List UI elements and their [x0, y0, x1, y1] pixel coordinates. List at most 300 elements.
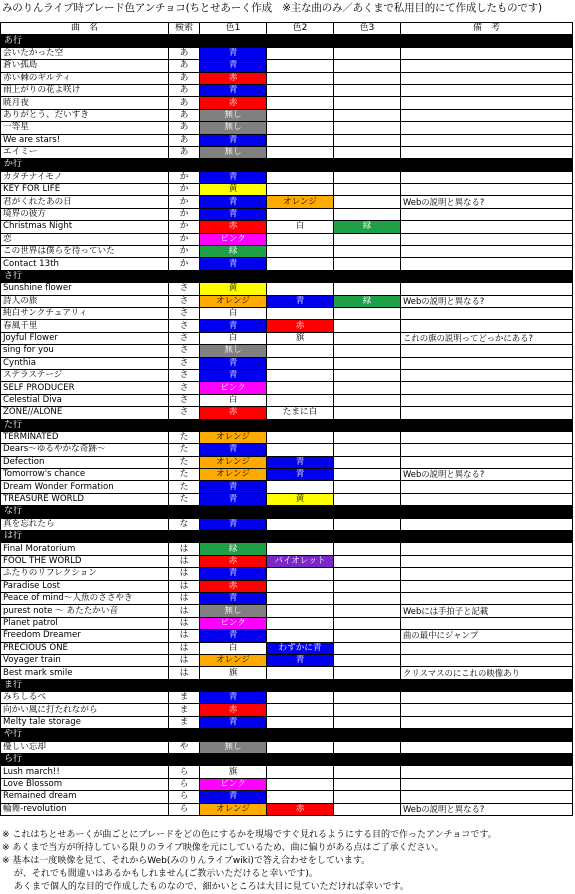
- table-row: [1, 47, 573, 59]
- note-cell: [401, 456, 573, 468]
- color2-cell: 青: [267, 456, 334, 468]
- section-label: さ行: [1, 270, 573, 282]
- color1-cell: 無し: [200, 146, 267, 158]
- color1-cell: 青: [200, 716, 267, 728]
- color1-cell: 青: [200, 258, 267, 270]
- table-row: [1, 233, 573, 245]
- color1-cell: 青: [200, 171, 267, 183]
- song-name: 向かい風に打たれながら: [1, 704, 169, 716]
- search-kana: さ: [169, 394, 200, 406]
- note-cell: [401, 654, 573, 666]
- note-cell: [401, 72, 573, 84]
- color2-cell: [267, 382, 334, 394]
- color2-cell: [267, 246, 334, 258]
- song-name: 蒼い孤島: [1, 60, 169, 72]
- color3-cell: [334, 208, 401, 220]
- color3-cell: [334, 171, 401, 183]
- section-label: か行: [1, 159, 573, 171]
- color1-cell: 青: [200, 134, 267, 146]
- color1-cell: 青: [200, 84, 267, 96]
- table-row: [1, 605, 573, 617]
- search-kana: さ: [169, 295, 200, 307]
- table-row: [1, 704, 573, 716]
- note-cell: [401, 518, 573, 530]
- table-row: [1, 221, 573, 233]
- search-kana: あ: [169, 60, 200, 72]
- note-cell: [401, 791, 573, 803]
- color2-cell: 赤: [267, 803, 334, 815]
- note-cell: [401, 109, 573, 121]
- color3-cell: [334, 431, 401, 443]
- color3-cell: [334, 654, 401, 666]
- search-kana: は: [169, 580, 200, 592]
- color2-cell: [267, 630, 334, 642]
- color3-cell: [334, 518, 401, 530]
- song-name: Best mark smile: [1, 667, 169, 679]
- color1-cell: 青: [200, 592, 267, 604]
- note-cell: Webの説明と異なる?: [401, 469, 573, 481]
- color3-cell: [334, 481, 401, 493]
- color2-cell: [267, 692, 334, 704]
- search-kana: な: [169, 518, 200, 530]
- table-row: [1, 295, 573, 307]
- note-cell: [401, 47, 573, 59]
- color1-cell: 無し: [200, 109, 267, 121]
- header-row: [1, 23, 573, 35]
- color3-cell: [334, 493, 401, 505]
- song-name: 赤い棘のギルティ: [1, 72, 169, 84]
- search-kana: は: [169, 642, 200, 654]
- song-name: 雨上がりの花よ咲け: [1, 84, 169, 96]
- color1-cell: 青: [200, 196, 267, 208]
- note-cell: [401, 481, 573, 493]
- search-kana: さ: [169, 320, 200, 332]
- section-row: [1, 159, 573, 171]
- song-name: 君がくれたあの日: [1, 196, 169, 208]
- color3-cell: [334, 568, 401, 580]
- table-body: [1, 35, 573, 816]
- search-kana: た: [169, 444, 200, 456]
- note-cell: Webには手拍子と記載: [401, 605, 573, 617]
- color3-cell: [334, 258, 401, 270]
- table-row: [1, 171, 573, 183]
- color2-cell: たまに白: [267, 407, 334, 419]
- color2-cell: [267, 47, 334, 59]
- search-kana: ら: [169, 791, 200, 803]
- note-cell: [401, 307, 573, 319]
- note-cell: [401, 369, 573, 381]
- color2-cell: [267, 84, 334, 96]
- note-cell: [401, 233, 573, 245]
- table-row: [1, 407, 573, 419]
- color1-cell: 白: [200, 642, 267, 654]
- color2-cell: [267, 258, 334, 270]
- color3-cell: [334, 146, 401, 158]
- color2-cell: 青: [267, 654, 334, 666]
- color1-cell: オレンジ: [200, 654, 267, 666]
- color2-cell: [267, 146, 334, 158]
- song-name: Melty tale storage: [1, 716, 169, 728]
- section-label: あ行: [1, 35, 573, 47]
- color2-cell: [267, 568, 334, 580]
- table-row: [1, 642, 573, 654]
- table-row: [1, 803, 573, 815]
- color3-cell: [334, 617, 401, 629]
- section-label: は行: [1, 531, 573, 543]
- search-kana: あ: [169, 84, 200, 96]
- song-name: purest note ～ あたたかい音: [1, 605, 169, 617]
- song-name: ZONE//ALONE: [1, 407, 169, 419]
- song-name: Paradise Lost: [1, 580, 169, 592]
- note-cell: [401, 184, 573, 196]
- color3-cell: [334, 642, 401, 654]
- song-name: Tomorrow's chance: [1, 469, 169, 481]
- color1-cell: 緑: [200, 543, 267, 555]
- color1-cell: 青: [200, 791, 267, 803]
- note-cell: Webの説明と異なる?: [401, 196, 573, 208]
- section-row: [1, 270, 573, 282]
- song-name: Remained dream: [1, 791, 169, 803]
- song-name: 真を忘れたら: [1, 518, 169, 530]
- note-cell: [401, 122, 573, 134]
- note-cell: [401, 134, 573, 146]
- color2-cell: [267, 791, 334, 803]
- color2-cell: [267, 184, 334, 196]
- section-label: た行: [1, 419, 573, 431]
- table-row: [1, 580, 573, 592]
- color3-cell: [334, 394, 401, 406]
- color3-cell: [334, 97, 401, 109]
- color1-cell: 青: [200, 357, 267, 369]
- footer-line: ※ これはちとせあーくが曲ごとにブレードをどの色にするかを現場ですぐ見れるようにする目的で作ったアンチョコです。: [2, 830, 497, 840]
- color3-cell: [334, 72, 401, 84]
- note-cell: [401, 258, 573, 270]
- color1-cell: オレンジ: [200, 469, 267, 481]
- section-row: [1, 729, 573, 741]
- song-name: FOOL THE WORLD: [1, 555, 169, 567]
- song-name: ステラステージ: [1, 369, 169, 381]
- table-row: [1, 332, 573, 344]
- search-kana: や: [169, 741, 200, 753]
- color2-cell: [267, 345, 334, 357]
- color1-cell: オレンジ: [200, 456, 267, 468]
- song-name: ふたりのリフレクション: [1, 568, 169, 580]
- color2-cell: [267, 617, 334, 629]
- search-kana: あ: [169, 109, 200, 121]
- color1-cell: 黄: [200, 283, 267, 295]
- footer-line: ※ あくまで当方が所持している限りのライブ映像を元にしているため、曲に偏りがある点はご了承ください。: [2, 843, 444, 853]
- color2-cell: [267, 481, 334, 493]
- color3-cell: [334, 283, 401, 295]
- table-row: [1, 72, 573, 84]
- color2-cell: [267, 134, 334, 146]
- note-cell: [401, 246, 573, 258]
- color2-cell: [267, 778, 334, 790]
- color2-cell: [267, 208, 334, 220]
- color3-cell: [334, 692, 401, 704]
- table-row: [1, 518, 573, 530]
- color1-cell: 旗: [200, 766, 267, 778]
- table-row: [1, 60, 573, 72]
- table-row: [1, 778, 573, 790]
- song-name: 優しい忘却: [1, 741, 169, 753]
- table-row: [1, 109, 573, 121]
- table-row: [1, 320, 573, 332]
- search-kana: た: [169, 456, 200, 468]
- search-kana: は: [169, 592, 200, 604]
- color1-cell: 旗: [200, 667, 267, 679]
- search-kana: ら: [169, 803, 200, 815]
- note-cell: [401, 704, 573, 716]
- color3-cell: [334, 246, 401, 258]
- search-kana: た: [169, 481, 200, 493]
- song-name: sing for you: [1, 345, 169, 357]
- song-name: Peace of mind～人魚のささやき: [1, 592, 169, 604]
- color3-cell: [334, 704, 401, 716]
- color1-cell: 青: [200, 208, 267, 220]
- table-row: [1, 741, 573, 753]
- song-name: SELF PRODUCER: [1, 382, 169, 394]
- song-name: TERMINATED: [1, 431, 169, 443]
- color3-cell: [334, 407, 401, 419]
- color3-cell: [334, 766, 401, 778]
- color3-cell: [334, 60, 401, 72]
- header-color2: 色2: [267, 23, 334, 35]
- search-kana: さ: [169, 332, 200, 344]
- song-name: Cynthia: [1, 357, 169, 369]
- song-name: Sunshine flower: [1, 283, 169, 295]
- color1-cell: オレンジ: [200, 431, 267, 443]
- search-kana: か: [169, 246, 200, 258]
- color3-cell: [334, 555, 401, 567]
- table-row: [1, 369, 573, 381]
- search-kana: は: [169, 543, 200, 555]
- search-kana: あ: [169, 97, 200, 109]
- color2-cell: [267, 72, 334, 84]
- song-name: 境界の彼方: [1, 208, 169, 220]
- search-kana: は: [169, 617, 200, 629]
- color3-cell: [334, 184, 401, 196]
- table-row: [1, 493, 573, 505]
- note-cell: [401, 97, 573, 109]
- color1-cell: 青: [200, 60, 267, 72]
- table-row: [1, 134, 573, 146]
- color3-cell: [334, 630, 401, 642]
- table-row: [1, 146, 573, 158]
- note-cell: [401, 493, 573, 505]
- search-kana: ま: [169, 704, 200, 716]
- color3-cell: [334, 803, 401, 815]
- table-row: [1, 654, 573, 666]
- table-row: [1, 667, 573, 679]
- color2-cell: わずかに青: [267, 642, 334, 654]
- note-cell: [401, 407, 573, 419]
- color3-cell: [334, 109, 401, 121]
- color1-cell: 無し: [200, 741, 267, 753]
- song-name: Dears～ゆるやかな奇跡～: [1, 444, 169, 456]
- color2-cell: バイオレット: [267, 555, 334, 567]
- color2-cell: [267, 543, 334, 555]
- table-row: [1, 208, 573, 220]
- color2-cell: 旗: [267, 332, 334, 344]
- color3-cell: [334, 444, 401, 456]
- note-cell: [401, 555, 573, 567]
- song-name: Dream Wonder Formation: [1, 481, 169, 493]
- color2-cell: [267, 518, 334, 530]
- color1-cell: ピンク: [200, 382, 267, 394]
- search-kana: は: [169, 605, 200, 617]
- song-name: KEY FOR LIFE: [1, 184, 169, 196]
- search-kana: あ: [169, 134, 200, 146]
- table-row: [1, 481, 573, 493]
- section-row: [1, 35, 573, 47]
- color1-cell: 赤: [200, 97, 267, 109]
- color3-cell: [334, 47, 401, 59]
- color1-cell: 青: [200, 493, 267, 505]
- note-cell: [401, 444, 573, 456]
- color2-cell: [267, 369, 334, 381]
- page-title: みのりんライブ時ブレード色アンチョコ(ちとせあーく作成 ※主な曲のみ／あくまで私用目的にて作成したものです): [2, 2, 542, 14]
- color2-cell: [267, 357, 334, 369]
- section-row: [1, 754, 573, 766]
- color1-cell: 赤: [200, 72, 267, 84]
- color1-cell: 赤: [200, 407, 267, 419]
- color2-cell: [267, 283, 334, 295]
- search-kana: ら: [169, 778, 200, 790]
- song-name: カタチナイモノ: [1, 171, 169, 183]
- song-name: Final Moratorium: [1, 543, 169, 555]
- note-cell: クリスマスのにこれの映像あり: [401, 667, 573, 679]
- search-kana: は: [169, 630, 200, 642]
- color3-cell: [334, 134, 401, 146]
- song-name: 詩人の旅: [1, 295, 169, 307]
- header-color1: 色1: [200, 23, 267, 35]
- color3-cell: [334, 320, 401, 332]
- color3-cell: [334, 196, 401, 208]
- note-cell: [401, 568, 573, 580]
- color3-cell: [334, 345, 401, 357]
- color1-cell: 白: [200, 307, 267, 319]
- color1-cell: 青: [200, 444, 267, 456]
- table-row: [1, 716, 573, 728]
- table-row: [1, 345, 573, 357]
- color2-cell: [267, 716, 334, 728]
- note-cell: [401, 394, 573, 406]
- song-name: 輪舞-revolution: [1, 803, 169, 815]
- color1-cell: 白: [200, 394, 267, 406]
- color2-cell: [267, 605, 334, 617]
- color1-cell: 緑: [200, 246, 267, 258]
- song-name: Voyager train: [1, 654, 169, 666]
- color3-cell: [334, 791, 401, 803]
- footer-line: あくまで個人的な目的で作成したものなので、細かいところは大目に見ていただければ幸いです。: [2, 882, 409, 892]
- table-row: [1, 196, 573, 208]
- color1-cell: 無し: [200, 605, 267, 617]
- color1-cell: 白: [200, 332, 267, 344]
- color1-cell: 青: [200, 47, 267, 59]
- color3-cell: [334, 778, 401, 790]
- color3-cell: [334, 605, 401, 617]
- section-label: や行: [1, 729, 573, 741]
- color1-cell: 黄: [200, 184, 267, 196]
- song-name: Christmas Night: [1, 221, 169, 233]
- song-name: TREASURE WORLD: [1, 493, 169, 505]
- footer-line: が、それでも間違いはあるかもしれません(ご教示いただけると幸いです)。: [2, 869, 318, 879]
- song-name: Love Blossom: [1, 778, 169, 790]
- song-name: 恋: [1, 233, 169, 245]
- color3-cell: [334, 469, 401, 481]
- search-kana: あ: [169, 122, 200, 134]
- table-row: [1, 357, 573, 369]
- search-kana: か: [169, 221, 200, 233]
- note-cell: [401, 642, 573, 654]
- song-name: 会いたかった空: [1, 47, 169, 59]
- color1-cell: 青: [200, 481, 267, 493]
- table-row: [1, 791, 573, 803]
- color1-cell: オレンジ: [200, 803, 267, 815]
- table-row: [1, 692, 573, 704]
- color3-cell: [334, 667, 401, 679]
- note-cell: [401, 617, 573, 629]
- header-note: 備 考: [401, 23, 573, 35]
- table-row: [1, 568, 573, 580]
- color2-cell: [267, 122, 334, 134]
- color3-cell: [334, 580, 401, 592]
- color1-cell: 青: [200, 568, 267, 580]
- color1-cell: ピンク: [200, 778, 267, 790]
- color2-cell: [267, 444, 334, 456]
- search-kana: さ: [169, 283, 200, 295]
- search-kana: た: [169, 431, 200, 443]
- section-label: な行: [1, 506, 573, 518]
- table-row: [1, 617, 573, 629]
- color3-cell: [334, 357, 401, 369]
- table-row: [1, 630, 573, 642]
- color2-cell: [267, 704, 334, 716]
- search-kana: さ: [169, 357, 200, 369]
- color2-cell: [267, 766, 334, 778]
- search-kana: ま: [169, 716, 200, 728]
- note-cell: [401, 580, 573, 592]
- color3-cell: 緑: [334, 221, 401, 233]
- search-kana: は: [169, 667, 200, 679]
- search-kana: か: [169, 208, 200, 220]
- song-name: Celestial Diva: [1, 394, 169, 406]
- color1-cell: 無し: [200, 345, 267, 357]
- table-row: [1, 394, 573, 406]
- color3-cell: [334, 307, 401, 319]
- note-cell: [401, 221, 573, 233]
- color2-cell: [267, 307, 334, 319]
- color1-cell: オレンジ: [200, 295, 267, 307]
- note-cell: [401, 84, 573, 96]
- search-kana: は: [169, 555, 200, 567]
- color1-cell: 青: [200, 692, 267, 704]
- note-cell: [401, 146, 573, 158]
- table-row: [1, 555, 573, 567]
- note-cell: [401, 345, 573, 357]
- color1-cell: ピンク: [200, 617, 267, 629]
- color2-cell: [267, 394, 334, 406]
- search-kana: さ: [169, 407, 200, 419]
- note-cell: [401, 592, 573, 604]
- note-cell: [401, 208, 573, 220]
- header-song: 曲 名: [1, 23, 169, 35]
- note-cell: [401, 283, 573, 295]
- search-kana: か: [169, 171, 200, 183]
- song-name: PRECIOUS ONE: [1, 642, 169, 654]
- note-cell: これの旗の説明ってどっかにある?: [401, 332, 573, 344]
